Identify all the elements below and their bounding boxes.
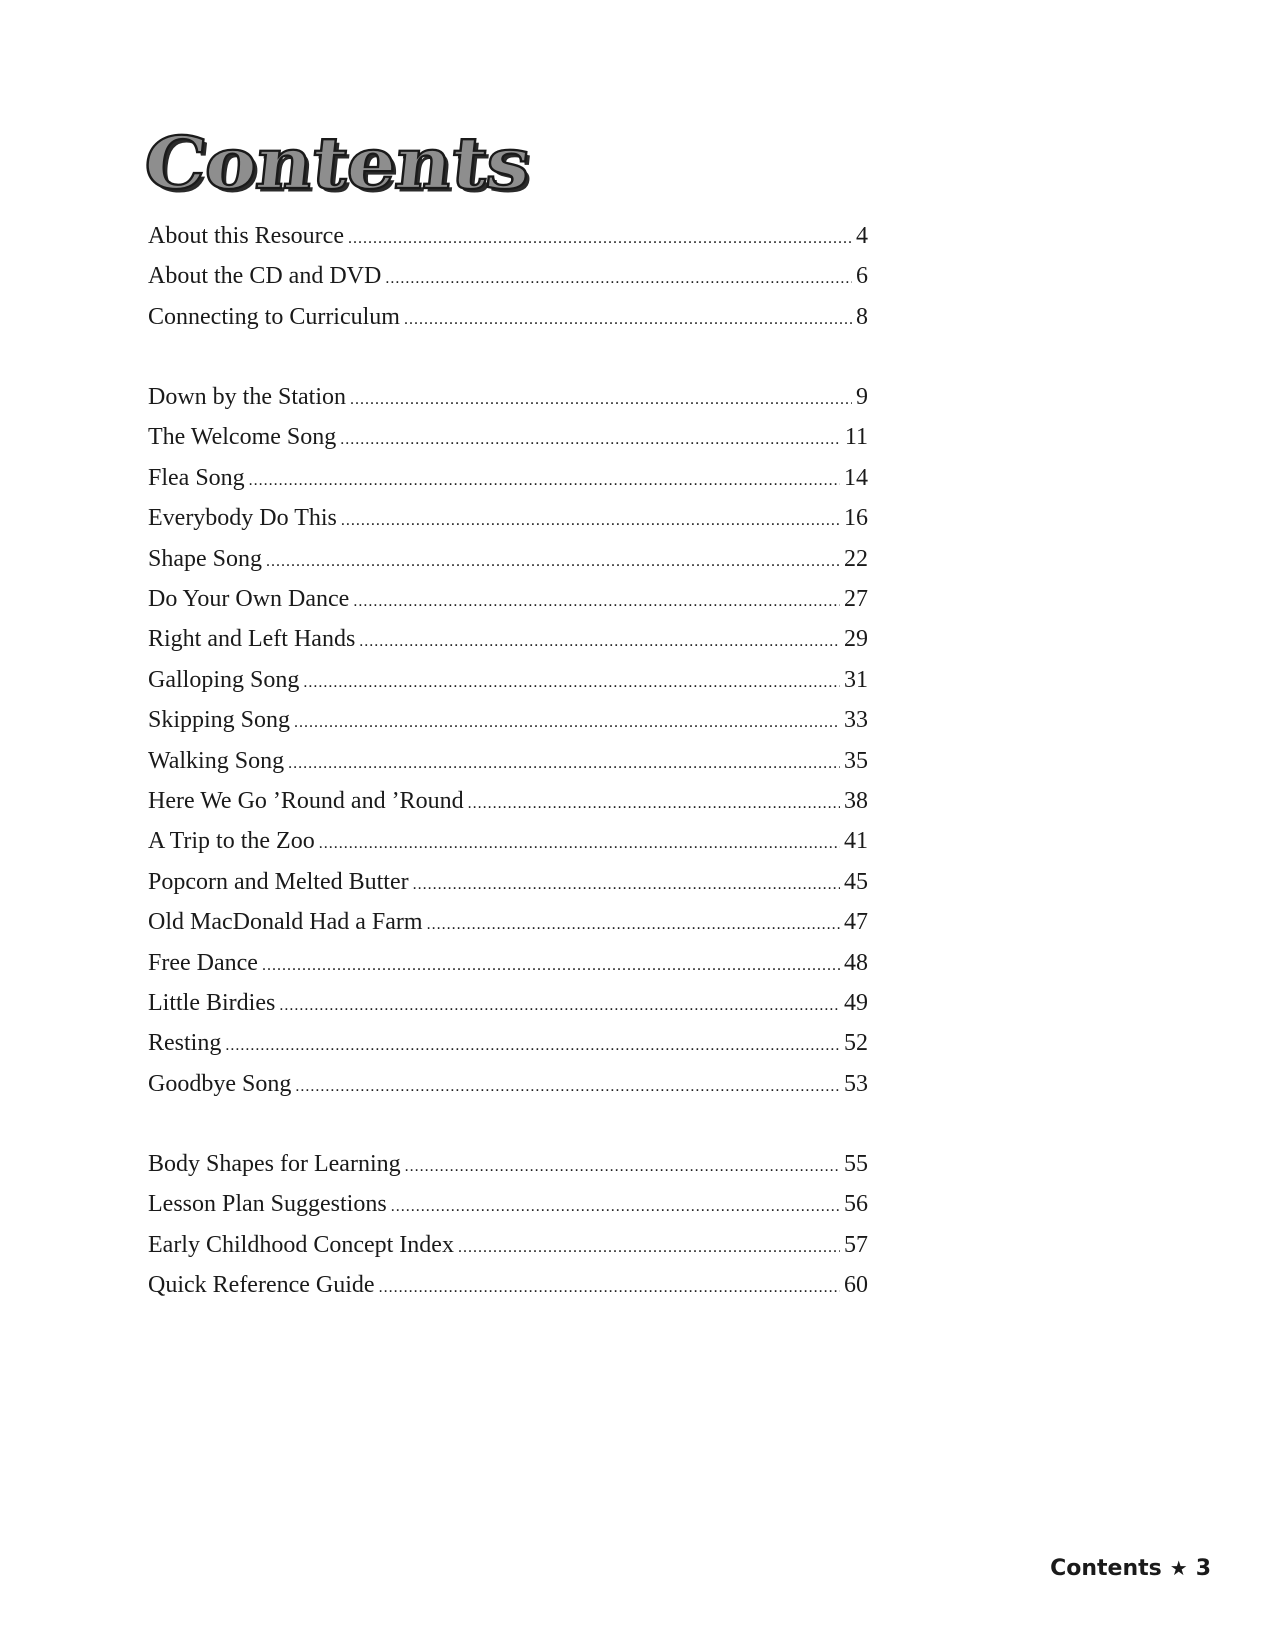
dot-leader <box>295 1069 840 1105</box>
toc-entry-title: Quick Reference Guide <box>148 1272 375 1299</box>
dot-leader <box>340 422 841 458</box>
toc-entry-title: The Welcome Song <box>148 424 337 451</box>
toc-entry-title: Lesson Plan Suggestions <box>148 1191 387 1218</box>
toc-entry-title: Right and Left Hands <box>148 626 356 653</box>
dot-leader <box>279 988 840 1024</box>
toc-entry-page-number: 33 <box>844 707 868 734</box>
toc-entry[interactable] <box>148 460 868 496</box>
toc-entry-title: Early Childhood Concept Index <box>148 1231 454 1258</box>
footer-label: Contents <box>1050 1556 1162 1581</box>
toc-entry[interactable] <box>148 985 868 1021</box>
toc-entry-page-number: 57 <box>844 1231 868 1258</box>
toc-entry-page-number: 6 <box>856 263 868 290</box>
dot-leader <box>303 665 840 701</box>
toc-entry-page-number: 29 <box>844 626 868 653</box>
toc-entry-page-number: 4 <box>856 223 868 249</box>
dot-leader <box>413 867 840 903</box>
toc-entry-title: Old MacDonald Had a Farm <box>148 909 423 936</box>
toc-entry[interactable] <box>148 904 868 940</box>
toc-entry[interactable] <box>148 743 868 779</box>
dot-leader <box>353 584 840 620</box>
toc-entry-title: Goodbye Song <box>148 1070 292 1097</box>
toc-entry-title: About the CD and DVD <box>148 263 382 290</box>
toc-entry-page-number: 45 <box>844 868 868 895</box>
toc-entry[interactable] <box>148 541 868 577</box>
toc-entry-title: Resting <box>148 1030 222 1057</box>
dot-leader <box>266 544 840 580</box>
toc-entry-title: Down by the Station <box>148 384 346 410</box>
toc-entry-page-number: 11 <box>844 424 868 451</box>
toc-entry[interactable] <box>148 1146 868 1182</box>
star-icon: ★ <box>1169 1556 1188 1580</box>
toc-entry-title: About this Resource <box>148 223 344 249</box>
page-footer <box>1050 1556 1211 1581</box>
dot-leader <box>379 1270 840 1306</box>
toc-entry[interactable] <box>148 864 868 900</box>
dot-leader <box>249 463 840 499</box>
toc-entry-title: Connecting to Curriculum <box>148 303 400 330</box>
dot-leader <box>262 948 840 984</box>
toc-entry-title: Flea Song <box>148 464 245 491</box>
toc-entry[interactable] <box>148 702 868 738</box>
dot-leader <box>348 221 852 257</box>
toc-entry-title: Popcorn and Melted Butter <box>148 868 409 895</box>
toc-entry-page-number: 52 <box>844 1030 868 1057</box>
toc-entry[interactable] <box>148 419 868 455</box>
page-title: Contents <box>139 121 534 206</box>
toc-entry[interactable] <box>148 379 868 415</box>
toc-entry[interactable] <box>148 299 868 335</box>
toc-entry-page-number: 8 <box>856 303 868 330</box>
dot-leader <box>319 826 840 862</box>
toc-entry-page-number: 41 <box>844 828 868 855</box>
toc-entry-page-number: 60 <box>844 1272 868 1299</box>
dot-leader <box>385 261 852 297</box>
footer-page-number: 3 <box>1195 1556 1211 1581</box>
toc-entry[interactable] <box>148 218 868 254</box>
toc-entry[interactable] <box>148 500 868 536</box>
toc-entry[interactable] <box>148 621 868 657</box>
toc-entry-page-number: 35 <box>844 747 868 774</box>
toc-entry-title: Walking Song <box>148 747 285 774</box>
toc-entry-page-number: 47 <box>844 909 868 936</box>
toc-entry-page-number: 55 <box>844 1151 868 1177</box>
toc-entry-page-number: 27 <box>844 586 868 612</box>
toc-entry-page-number: 56 <box>844 1191 868 1218</box>
dot-leader <box>359 624 840 660</box>
toc-entry-title: Shape Song <box>148 545 262 572</box>
toc-entry-title: Here We Go ’Round and ’Round <box>148 788 464 814</box>
toc-entry[interactable] <box>148 1025 868 1061</box>
toc-entry[interactable] <box>148 258 868 294</box>
dot-leader <box>294 705 840 741</box>
dot-leader <box>427 907 840 943</box>
toc-entry-page-number: 53 <box>844 1070 868 1097</box>
toc-entry-title: Skipping Song <box>148 707 291 734</box>
toc-entry-title: Galloping Song <box>148 666 300 693</box>
toc-entry[interactable] <box>148 1267 868 1303</box>
dot-leader <box>288 746 840 782</box>
toc-entry-title: Do Your Own Dance <box>148 586 350 612</box>
dot-leader <box>350 382 852 418</box>
dot-leader <box>404 302 852 338</box>
toc-entry-title: Free Dance <box>148 949 258 976</box>
toc-entry[interactable] <box>148 783 868 819</box>
toc-entry-page-number: 49 <box>844 990 868 1016</box>
dot-leader <box>468 786 840 822</box>
toc-entry-page-number: 9 <box>856 384 868 410</box>
dot-leader <box>405 1149 840 1185</box>
dot-leader <box>458 1230 840 1266</box>
toc-entry[interactable] <box>148 1227 868 1263</box>
toc-entry[interactable] <box>148 823 868 859</box>
toc-entry-page-number: 22 <box>844 545 868 572</box>
dot-leader <box>225 1028 840 1064</box>
toc-entry-title: Everybody Do This <box>148 505 337 532</box>
toc-entry-page-number: 31 <box>844 666 868 693</box>
toc-entry[interactable] <box>148 945 868 981</box>
toc-entry-title: Little Birdies <box>148 990 276 1016</box>
toc-entry-page-number: 14 <box>844 464 868 491</box>
toc-entry[interactable] <box>148 662 868 698</box>
dot-leader <box>391 1189 840 1225</box>
toc-entry[interactable] <box>148 1066 868 1102</box>
dot-leader <box>341 503 840 539</box>
toc-entry-title: A Trip to the Zoo <box>148 828 315 855</box>
toc-entry-page-number: 48 <box>844 949 868 976</box>
toc-entry-page-number: 38 <box>844 788 868 814</box>
toc-entry[interactable] <box>148 581 868 617</box>
toc-entry[interactable] <box>148 1186 868 1222</box>
toc-entry-page-number: 16 <box>844 505 868 532</box>
toc-entry-title: Body Shapes for Learning <box>148 1151 401 1177</box>
